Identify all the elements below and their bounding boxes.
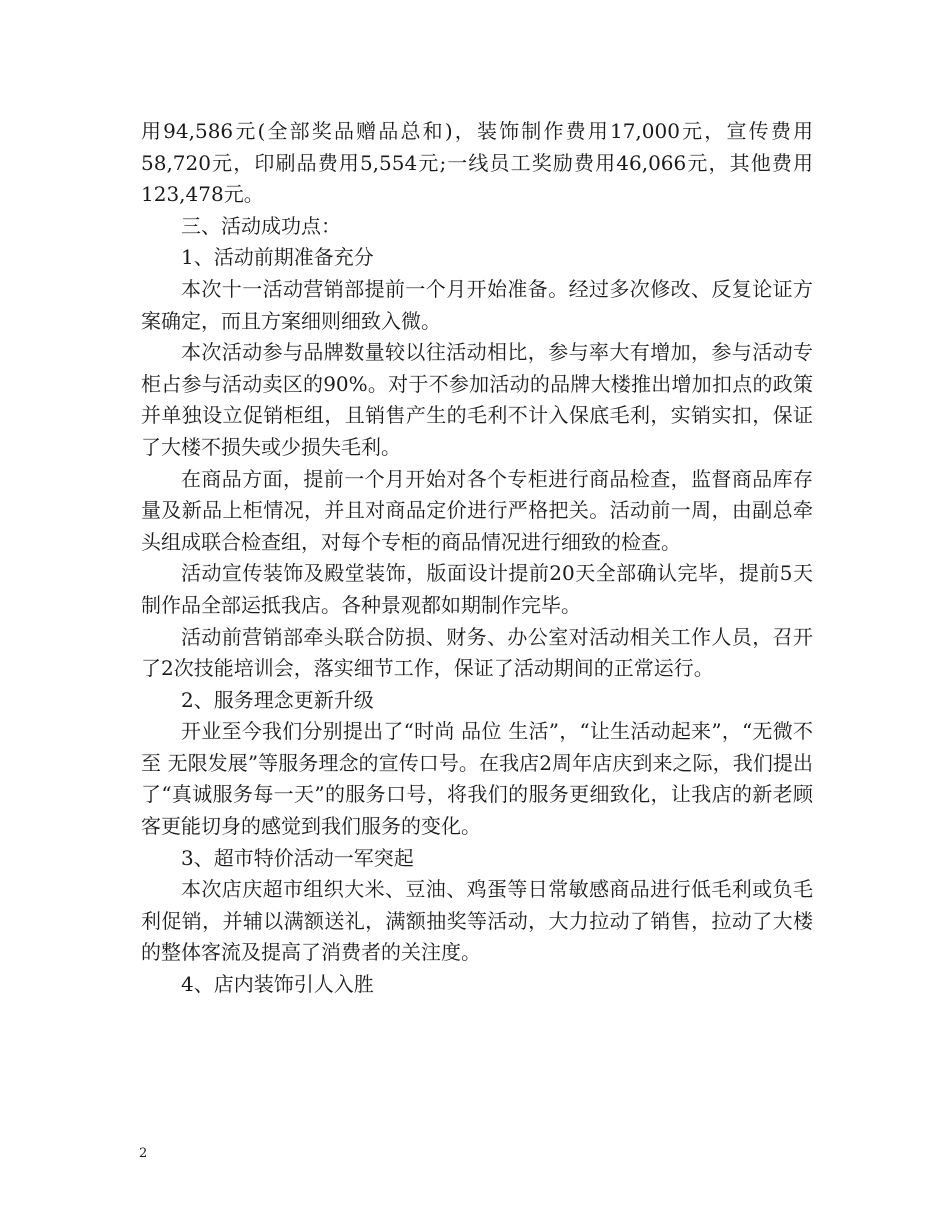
paragraph-brand-participation: 本次活动参与品牌数量较以往活动相比，参与率大有增加，参与活动专柜占参与活动卖区的90%。对于不参加活动的品牌大楼推出增加扣点的政策并单独设立促销柜组，且销售产生的毛利不计入保底毛利，实销实扣，保证了大楼不损失或少损失毛利。 (141, 340, 813, 459)
heading-success-points: 三、活动成功点： (181, 213, 341, 238)
subheading-store-decoration: 4、店内装饰引人入胜 (181, 972, 374, 997)
subheading-preparation: 1、活动前期准备充分 (181, 245, 374, 270)
document-body (141, 116, 813, 1001)
paragraph-expense-summary: 用94,586元(全部奖品赠品总和)，装饰制作费用17,000元，宣传费用58,720元，印刷品费用5,554元;一线员工奖励费用46,066元，其他费用123,478元。 (141, 119, 813, 207)
subheading-supermarket-specials: 3、超市特价活动一军突起 (181, 845, 414, 870)
paragraph-decoration-design: 活动宣传装饰及殿堂装饰，版面设计提前20天全部确认完毕，提前5天制作品全部运抵我店。各种景观都如期制作完毕。 (141, 561, 813, 617)
paragraph-service-slogans: 开业至今我们分别提出了“时尚 品位 生活”，“让生活动起来”，“无微不至 无限发展”等服务理念的宣传口号。在我店2周年店庆到来之际，我们提出了“真诚服务每一天”的服务口号，将我们的服务更细致化，让我店的新老顾客更能切身的感觉到我们服务的变化。 (141, 719, 813, 839)
paragraph-merchandise-check: 在商品方面，提前一个月开始对各个专柜进行商品检查，监督商品库存量及新品上柜情况，并且对商品定价进行严格把关。活动前一周，由副总牵头组成联合检查组，对每个专柜的商品情况进行细致的检查。 (141, 466, 813, 554)
paragraph-preparation-plan: 本次十一活动营销部提前一个月开始准备。经过多次修改、反复论证方案确定，而且方案细则细致入微。 (141, 276, 813, 333)
page-number: 2 (139, 1146, 148, 1161)
subheading-service-concept: 2、服务理念更新升级 (181, 687, 374, 712)
paragraph-staff-training: 活动前营销部牵头联合防损、财务、办公室对活动相关工作人员，召开了2次技能培训会，落实细节工作，保证了活动期间的正常运行。 (141, 624, 813, 681)
paragraph-supermarket-promotion: 本次店庆超市组织大米、豆油、鸡蛋等日常敏感商品进行低毛利或负毛利促销，并辅以满额送礼，满额抽奖等活动，大力拉动了销售，拉动了大楼的整体客流及提高了消费者的关注度。 (141, 877, 813, 965)
